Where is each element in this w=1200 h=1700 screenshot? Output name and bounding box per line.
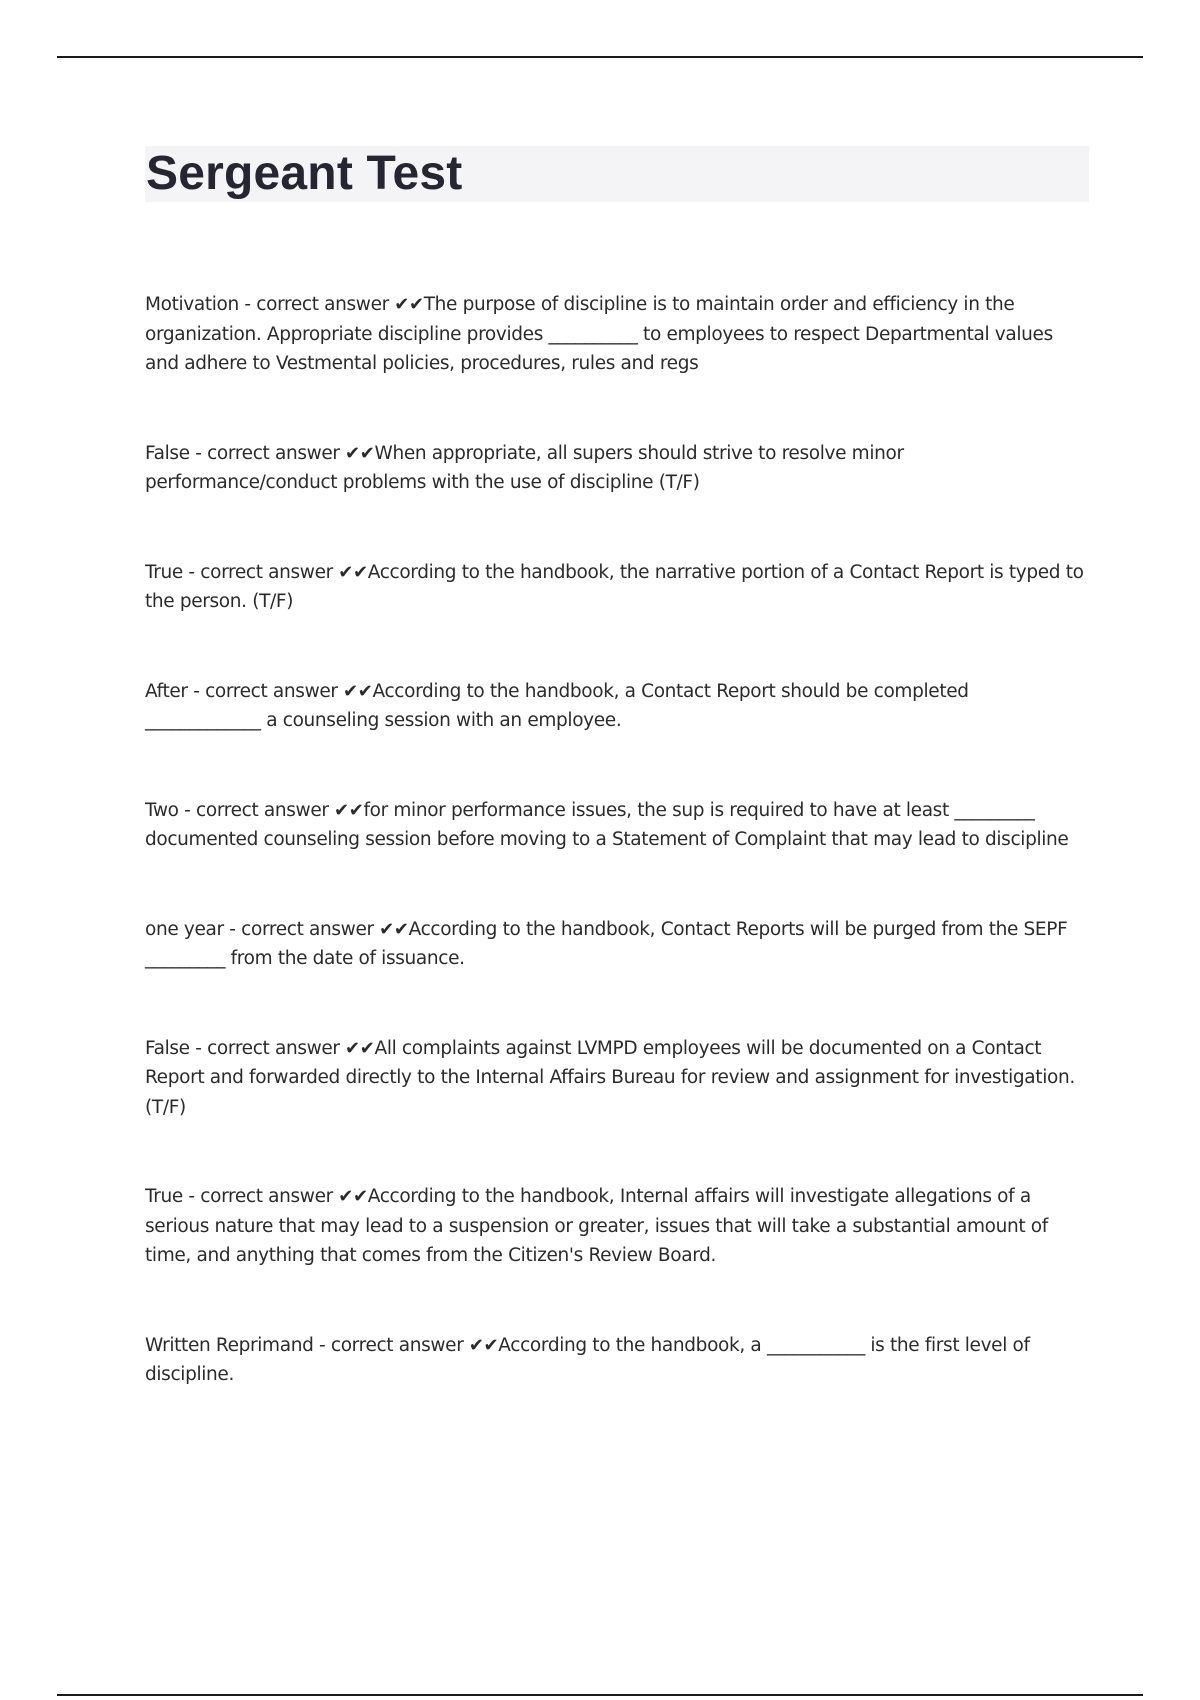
answer-label: correct answer: [241, 918, 374, 940]
answer-label: correct answer: [196, 799, 329, 821]
flashcard: [145, 1182, 1089, 1271]
card-term: Written Reprimand: [145, 1334, 314, 1356]
flashcard: [145, 796, 1089, 855]
term-separator: -: [182, 1186, 201, 1207]
double-check-icon: ✔✔: [328, 799, 364, 821]
page-title: Sergeant Test: [146, 147, 463, 200]
term-separator: -: [178, 799, 197, 821]
answer-label: correct answer: [200, 561, 333, 583]
card-definition: According to the handbook, a ___________ is the first level of discipline.: [145, 1334, 1030, 1385]
answer-label: correct answer: [256, 294, 389, 315]
card-definition: According to the handbook, a Contact Report should be completed _____________ a counseling session with an employee.: [145, 680, 969, 731]
card-definition: When appropriate, all supers should strive to resolve minor performance/conduct problems with the use of discipline (T/F): [145, 442, 904, 493]
answer-label: correct answer: [207, 442, 340, 464]
double-check-icon: ✔✔: [339, 1037, 375, 1059]
flashcard: [145, 439, 1089, 498]
card-term: After: [145, 680, 188, 702]
term-separator: -: [182, 561, 201, 583]
double-check-icon: ✔✔: [332, 561, 368, 583]
flashcard: [145, 290, 1089, 379]
card-term: False: [145, 442, 190, 464]
card-definition: According to the handbook, Internal affairs will investigate allegations of a serious nature that may lead to a suspension or greater, issues that will take a substantial amount of time, and anything that comes from the Citizen's Review Board.: [145, 1186, 1048, 1266]
card-definition: All complaints against LVMPD employees will be documented on a Contact Report and forwarded directly to the Internal Affairs Bureau for review and assignment for investigation. (T/F): [145, 1037, 1075, 1118]
flashcard: [145, 1331, 1089, 1390]
term-separator: -: [189, 442, 208, 464]
card-term: one year: [145, 918, 224, 940]
flashcard: [145, 677, 1089, 736]
term-separator: -: [313, 1334, 331, 1356]
double-check-icon: ✔✔: [339, 442, 375, 464]
card-term: Motivation: [145, 294, 239, 315]
flashcard: [145, 1034, 1089, 1123]
answer-label: correct answer: [207, 1037, 340, 1059]
card-definition: for minor performance issues, the sup is required to have at least _________ documented counseling session before moving to a Statement of Complaint that may lead to discipline: [145, 799, 1069, 850]
answer-label: correct answer: [200, 1186, 333, 1207]
flashcard: [145, 558, 1089, 617]
card-definition: The purpose of discipline is to maintain order and efficiency in the organization. Appropriate discipline provides __________ to employees to respect Departmental values and adhere to Vestmental policies, procedures, rules and regs: [145, 294, 1053, 374]
double-check-icon: ✔✔: [388, 294, 424, 315]
double-check-icon: ✔✔: [337, 680, 373, 702]
answer-label: correct answer: [330, 1334, 464, 1356]
answer-label: correct answer: [205, 680, 338, 702]
card-term: True: [145, 1186, 183, 1207]
term-separator: -: [223, 918, 242, 940]
header-rule: [57, 56, 1143, 58]
footer-rule: [57, 1694, 1143, 1696]
term-separator: -: [189, 1037, 208, 1059]
double-check-icon: ✔✔: [463, 1334, 499, 1356]
card-definition: According to the handbook, Contact Reports will be purged from the SEPF _________ from the date of issuance.: [145, 918, 1068, 969]
double-check-icon: ✔✔: [373, 918, 409, 940]
card-term: True: [145, 561, 183, 583]
flashcard-list: [145, 290, 1089, 1450]
term-separator: -: [238, 294, 257, 315]
card-definition: According to the handbook, the narrative portion of a Contact Report is typed to the person. (T/F): [145, 561, 1084, 612]
card-term: False: [145, 1037, 190, 1059]
flashcard: [145, 915, 1089, 974]
double-check-icon: ✔✔: [332, 1186, 368, 1207]
card-term: Two: [145, 799, 179, 821]
term-separator: -: [187, 680, 206, 702]
